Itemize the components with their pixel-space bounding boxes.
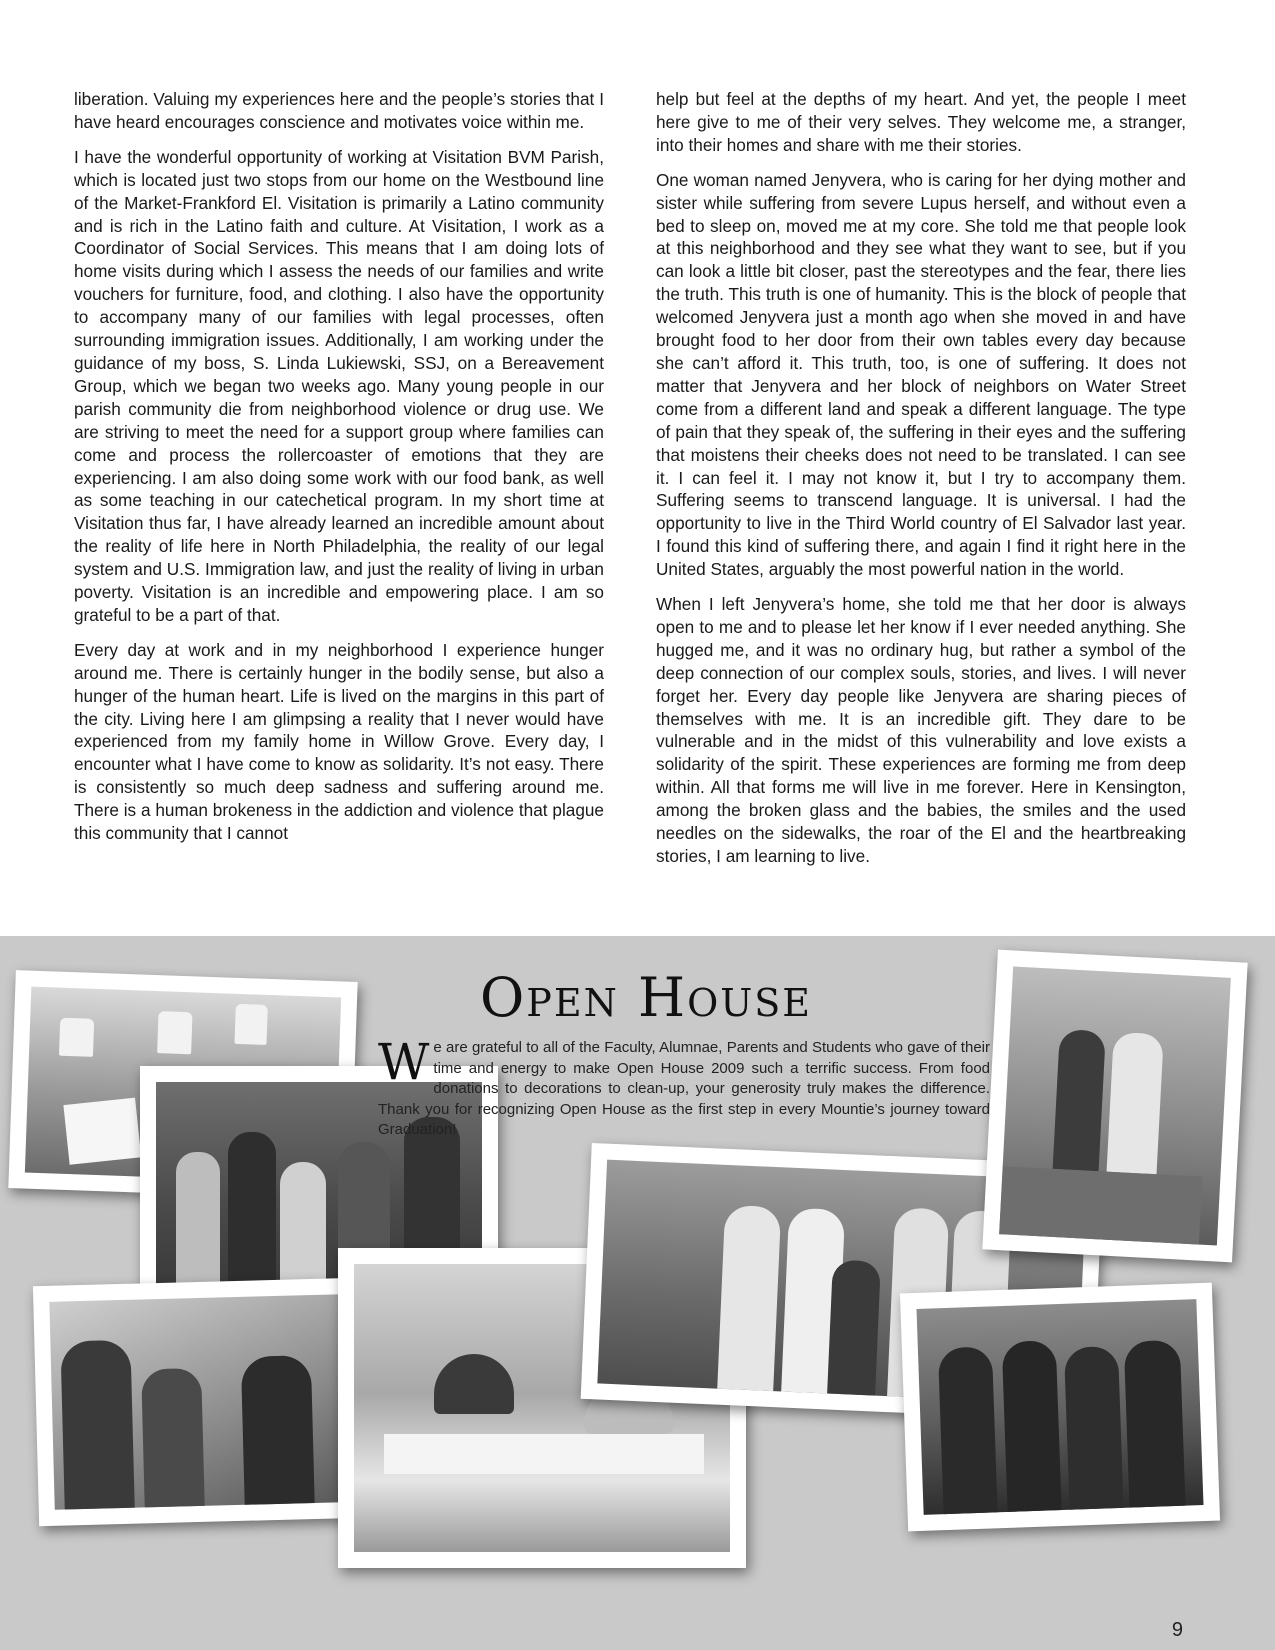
photo-hospitality-table bbox=[982, 950, 1247, 1263]
open-house-title: Open House bbox=[480, 966, 813, 1029]
intro-drop-cap: W bbox=[378, 1033, 430, 1091]
open-house-intro bbox=[378, 1033, 990, 1141]
intro-text: e are grateful to all of the Faculty, Alumnae, Parents and Students who gave of their time and energy to make Open House 2009 such a terrific success. From food donations to decorations to clean-up, your generosity truly makes the difference. Thank you for recognizing Open House as the first step in every Mountie’s journey toward Graduation! bbox=[378, 1039, 990, 1139]
article-paragraph: Every day at work and in my neighborhood I experience hunger around me. There is certainly hunger in the bodily sense, but also a hunger of the human heart. Life is lived on the margins in this part of the city. Living here I am glimpsing a reality that I never would have experienced from my family home in Willow Grove. Every day, I encounter what I have come to know as solidarity. It’s not easy. There is consistently so much deep sadness and suffering around me. There is a human brokeness in the addiction and violence that plague this community that I cannot bbox=[74, 639, 604, 844]
article-paragraph: help but feel at the depths of my heart. And yet, the people I meet here give to me of their very selves. They welcome me, a stranger, into their homes and share with me their stories. bbox=[656, 89, 1186, 155]
photo-guests-mingling bbox=[33, 1278, 363, 1526]
article-left-column bbox=[74, 88, 604, 857]
photo-students-uniform bbox=[900, 1283, 1220, 1532]
article-paragraph: One woman named Jenyvera, who is caring for her dying mother and sister while suffering from severe Lupus herself, and without even a bed to sleep on, moved me at my core. She told me that people look at this neighborhood and they see what they want to see, but if you can look a little bit closer, past the stereotypes and the fear, there lies the truth. This truth is one of humanity. This is the block of people that welcomed Jenyvera just a month ago when she moved in and have brought food to her door from their own tables every day because she can’t afford it. This truth, too, is one of suffering. It does not matter that Jenyvera and her block of neighbors on Water Street come from a different land and speak a different language. The type of pain that they speak of, the suffering in their eyes and the suffering that moistens their cheeks does not need to be translated. I can see it. I can feel it. I may not know it, but I try to accompany them. Suffering seems to transcend language. It is universal. I had the opportunity to live in the Third World country of El Salvador last year. I found this kind of suffering there, and again I find it right here in the United States, arguably the most powerful nation in the world. bbox=[656, 169, 1186, 580]
article-paragraph: liberation. Valuing my experiences here and the people’s stories that I have heard encourages conscience and motivates voice within me. bbox=[74, 89, 604, 132]
article-paragraph: I have the wonderful opportunity of working at Visitation BVM Parish, which is located just two stops from our home on the Westbound line of the Market-Frankford El. Visitation is primarily a Latino community and is rich in the Latino faith and culture. At Visitation, I work as a Coordinator of Social Services. This means that I am doing lots of home visits during which I assess the needs of our families and write vouchers for furniture, food, and clothing. I also have the opportunity to accompany many of our families with legal processes, often surrounding immigration issues. Additionally, I am working under the guidance of my boss, S. Linda Lukiewski, SSJ, on a Bereavement Group, which we began two weeks ago. Many young people in our parish community die from neighborhood violence or drug use. We are striving to meet the need for a support group where families can come and process the rollercoaster of emotions that they are experiencing. I am also doing some work with our food bank, as well as some teaching in our catechetical program. In my short time at Visitation thus far, I have already learned an incredible amount about the reality of life here in North Philadelphia, the reality of our legal system and U.S. Immigration law, and just the reality of living in urban poverty. Visitation is an incredible and empowering place. I am so grateful to be a part of that. bbox=[74, 146, 604, 625]
open-house-section bbox=[0, 936, 1275, 1650]
page-number: 9 bbox=[1171, 1619, 1183, 1641]
article-paragraph: When I left Jenyvera’s home, she told me that her door is always open to me and to please let her know if I ever needed anything. She hugged me, and it was no ordinary hug, but rather a symbol of the deep connection of our complex souls, stories, and lives. I will never forget her. Every day people like Jenyvera are sharing pieces of themselves with me. It is an incredible gift. They dare to be vulnerable and in the midst of this vulnerability and love exists a solidarity of the spirit. These experiences are forming me from deep within. All that forms me will live in me forever. Here in Kensington, among the broken glass and the babies, the smiles and the used needles on the sidewalks, the roar of the El and the heartbreaking stories, I am learning to live. bbox=[656, 594, 1186, 866]
article-right-column bbox=[656, 88, 1186, 880]
